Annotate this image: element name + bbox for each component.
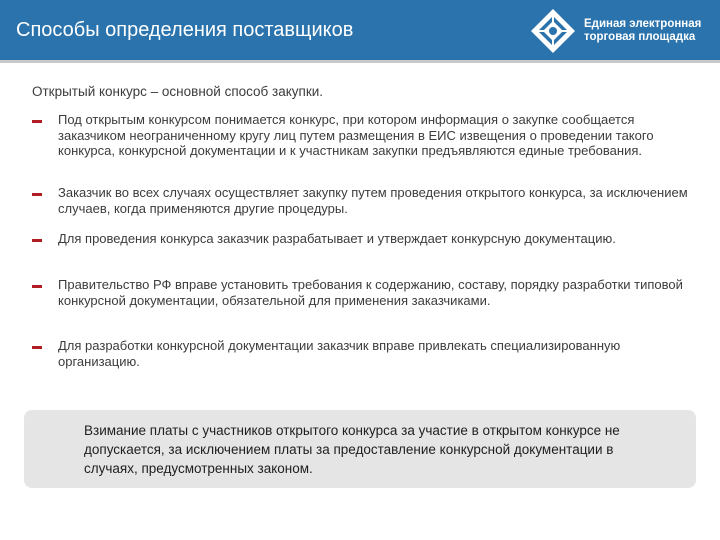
bullet-item: Под открытым конкурсом понимается конкурс, при котором информация о закупке сообщается заказчиком неограниченному кругу лиц путем размещения в ЕИС извещения о проведении такого конкурса, конкурсной документации и к участникам закупки предъявляются единые требования. bbox=[58, 112, 654, 158]
logo bbox=[530, 8, 714, 54]
bullet-marker bbox=[32, 239, 42, 242]
bullet-marker bbox=[32, 193, 42, 196]
callout-text: Взимание платы с участников открытого конкурса за участие в открытом конкурсе не допускается, за исключением платы за предоставление конкурсной документации в случаях, предусмотренных законом. bbox=[84, 423, 620, 476]
bullet-item: Правительство РФ вправе установить требования к содержанию, составу, порядку разработки типовой конкурсной документации, обязательной для применения заказчиками. bbox=[58, 277, 683, 308]
header-divider bbox=[0, 60, 720, 63]
callout-box bbox=[24, 410, 696, 488]
bullet-marker bbox=[32, 120, 42, 123]
logo-text-line2: торговая площадка bbox=[584, 31, 696, 43]
diamond-logo-icon bbox=[530, 8, 576, 54]
bullet-item: Для проведения конкурса заказчик разрабатывает и утверждает конкурсную документацию. bbox=[58, 231, 616, 246]
logo-text-line1: Единая электронная bbox=[584, 18, 702, 30]
intro-text: Открытый конкурс – основной способ закупки. bbox=[32, 84, 324, 99]
bullet-item: Заказчик во всех случаях осуществляет закупку путем проведения открытого конкурса, за исключением случаев, когда применяются другие процедуры. bbox=[58, 185, 688, 216]
page-title: Способы определения поставщиков bbox=[16, 19, 354, 41]
bullet-marker bbox=[32, 285, 42, 288]
bullet-item: Для разработки конкурсной документации заказчик вправе привлекать специализированную организацию. bbox=[58, 338, 621, 369]
header-bar bbox=[0, 0, 720, 60]
bullet-marker bbox=[32, 346, 42, 349]
